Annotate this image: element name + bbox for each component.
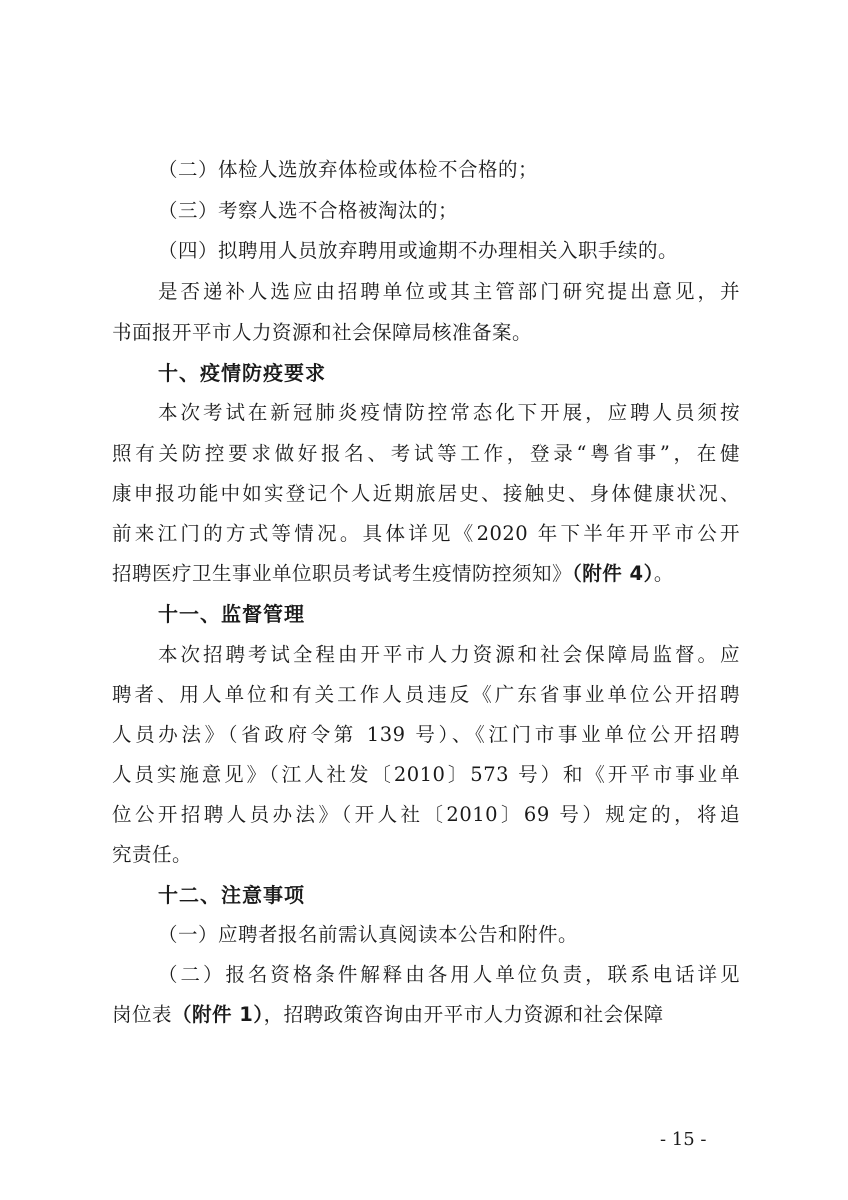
paragraph-line: 书面报开平市人力资源和社会保障局核准备案。 [112,321,533,344]
section-heading-11: 十一、监督管理 [158,602,305,626]
paragraph-line: 位公开招聘人员办法》（开人社〔2010〕69 号）规定的，将追 [112,803,740,826]
paragraph-line: （二）报名资格条件解释由各用人单位负责，联系电话详见 [158,963,740,986]
section-heading-12: 十二、注意事项 [158,883,305,907]
paragraph-line: 前来江门的方式等情况。具体详见《2020 年下半年开平市公开 [112,522,740,545]
paragraph-line: 本次招聘考试全程由开平市人力资源和社会保障局监督。应 [158,643,740,666]
paragraph-line: 照有关防控要求做好报名、考试等工作，登录“粤省事”，在健 [112,442,740,465]
paragraph-line [112,559,740,589]
paragraph-line: 聘者、用人单位和有关工作人员违反《广东省事业单位公开招聘 [112,683,740,706]
line-text: 招聘医疗卫生事业单位职员考试考生疫情防控须知》 [112,562,573,585]
paragraph-line: 人员实施意见》（江人社发〔2010〕573 号）和《开平市事业单 [112,763,740,786]
paragraph-line [112,1000,740,1030]
section-heading-10: 十、疫情防疫要求 [158,361,326,385]
attachment-reference: （附件 1） [172,1003,264,1026]
line-text: ，招聘政策咨询由开平市人力资源和社会保障 [263,1003,664,1026]
paragraph-line: 究责任。 [112,843,193,866]
page-number: - 15 - [660,1129,707,1150]
paragraph-line: 康申报功能中如实登记个人近期旅居史、接触史、身体健康状况、 [112,482,740,505]
paragraph-line: （三）考察人选不合格被淘汰的； [158,199,459,222]
line-text: 。 [653,562,674,585]
attachment-reference: （附件 4） [572,562,654,585]
line-text: 岗位表 [112,1003,173,1026]
paragraph-line: （二）体检人选放弃体检或体检不合格的； [158,158,539,181]
paragraph-line: （一）应聘者报名前需认真阅读本公告和附件。 [158,923,579,946]
paragraph-line: 本次考试在新冠肺炎疫情防控常态化下开展，应聘人员须按 [158,401,740,424]
paragraph-line: 是否递补人选应由招聘单位或其主管部门研究提出意见，并 [158,280,740,303]
paragraph-line: （四）拟聘用人员放弃聘用或逾期不办理相关入职手续的。 [158,239,679,262]
paragraph-line: 人员办法》（省政府令第 139 号）、《江门市事业单位公开招聘 [112,723,740,746]
